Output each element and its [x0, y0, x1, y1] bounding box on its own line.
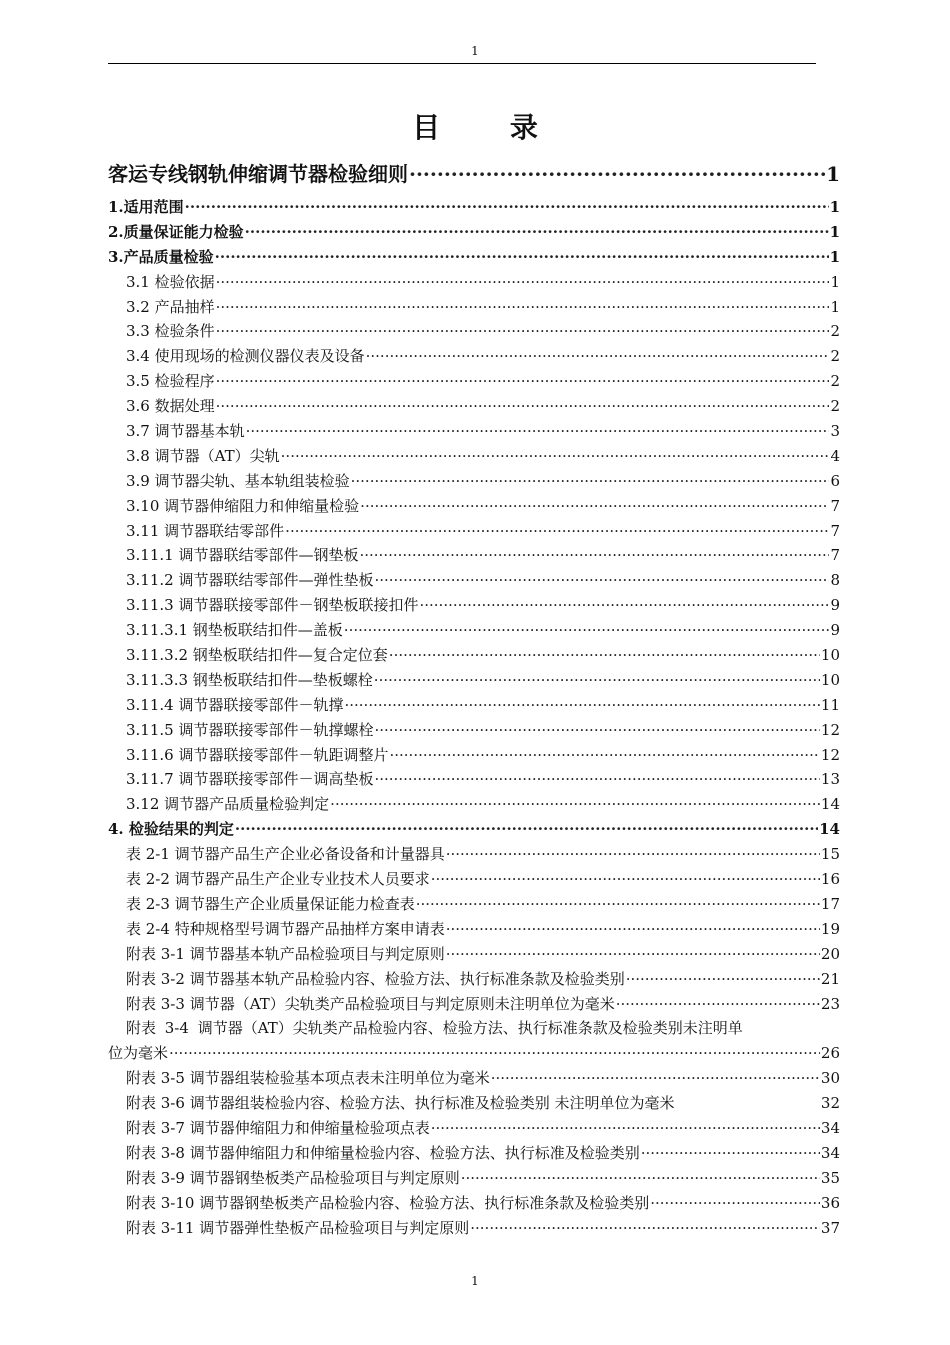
toc-entry[interactable]: 3.11.7 调节器联接零部件－调高垫板 ····· 13: [108, 767, 840, 792]
header-page-number: 1: [471, 44, 479, 58]
toc-entry[interactable]: 3.2 产品抽样 ····· 1: [108, 295, 840, 320]
toc-entry[interactable]: 3.11.3.3 钢垫板联结扣件—垫板螺栓 ····· 10: [108, 668, 840, 693]
toc-entry[interactable]: 3.11.4 调节器联接零部件－轨撑 ····· 11: [108, 693, 840, 718]
toc-entry[interactable]: 附表 3-11 调节器弹性垫板产品检验项目与判定原则 ····· 37: [108, 1216, 840, 1241]
toc-entry-main[interactable]: 客运专线钢轨伸缩调节器检验细则 ····· 1: [108, 156, 840, 192]
header-rule: [108, 63, 816, 64]
toc-entry[interactable]: 2.质量保证能力检验 ····· 1: [108, 220, 840, 245]
toc-entry[interactable]: 3.7 调节器基本轨 ····· 3: [108, 419, 840, 444]
toc-entry[interactable]: 3.3 检验条件 ····· 2: [108, 319, 840, 344]
toc-entry[interactable]: 3.6 数据处理 ····· 2: [108, 394, 840, 419]
toc-entry[interactable]: 3.4 使用现场的检测仪器仪表及设备 ····· 2: [108, 344, 840, 369]
toc-entry[interactable]: 附表 3-8 调节器伸缩阻力和伸缩量检验内容、检验方法、执行标准及检验类别 ····· 34: [108, 1141, 840, 1166]
toc-entry-wrapped-line1[interactable]: 附表 3-4 调节器（AT）尖轨类产品检验内容、检验方法、执行标准条款及检验类别未注明单: [126, 1019, 743, 1038]
toc-entry[interactable]: 附表 3-2 调节器基本轨产品检验内容、检验方法、执行标准条款及检验类别 ····· 21: [108, 967, 840, 992]
toc-entry[interactable]: 3.11 调节器联结零部件 ····· 7: [108, 519, 840, 544]
toc-entry[interactable]: 表 2-4 特种规格型号调节器产品抽样方案申请表 ····· 19: [108, 917, 840, 942]
toc-entry[interactable]: 3.11.6 调节器联接零部件－轨距调整片 ····· 12: [108, 743, 840, 768]
toc-entry[interactable]: 3.12 调节器产品质量检验判定 ····· 14: [108, 792, 840, 817]
toc-entry[interactable]: 3.8 调节器（AT）尖轨 ····· 4: [108, 444, 840, 469]
toc-entry[interactable]: 4. 检验结果的判定 ····· 14: [108, 817, 840, 842]
toc-entry[interactable]: 附表 3-6 调节器组装检验内容、检验方法、执行标准及检验类别 未注明单位为毫米 32: [126, 1094, 840, 1113]
toc-entry[interactable]: 3.10 调节器伸缩阻力和伸缩量检验 ····· 7: [108, 494, 840, 519]
toc-entry[interactable]: 3.11.5 调节器联接零部件－轨撑螺栓 ····· 12: [108, 718, 840, 743]
toc-entry[interactable]: 3.11.2 调节器联结零部件—弹性垫板 ····· 8: [108, 568, 840, 593]
toc-entry[interactable]: 3.11.3.1 钢垫板联结扣件—盖板 ····· 9: [108, 618, 840, 643]
table-of-contents: [108, 156, 840, 1240]
toc-entry[interactable]: 附表 3-7 调节器伸缩阻力和伸缩量检验项点表 ····· 34: [108, 1116, 840, 1141]
toc-entry[interactable]: 附表 3-3 调节器（AT）尖轨类产品检验项目与判定原则未注明单位为毫米 ····· 23: [108, 992, 840, 1017]
toc-entry[interactable]: 3.5 检验程序 ····· 2: [108, 369, 840, 394]
toc-entry[interactable]: 3.9 调节器尖轨、基本轨组装检验 ····· 6: [108, 469, 840, 494]
toc-entry[interactable]: 表 2-3 调节器生产企业质量保证能力检查表 ····· 17: [108, 892, 840, 917]
toc-entry[interactable]: 表 2-1 调节器产品生产企业必备设备和计量器具 ····· 15: [108, 842, 840, 867]
toc-entry[interactable]: 3.11.3.2 钢垫板联结扣件—复合定位套 ····· 10: [108, 643, 840, 668]
toc-entry[interactable]: 附表 3-9 调节器钢垫板类产品检验项目与判定原则 ····· 35: [108, 1166, 840, 1191]
toc-entry[interactable]: 附表 3-5 调节器组装检验基本项点表未注明单位为毫米 ····· 30: [108, 1066, 840, 1091]
toc-entry[interactable]: 1.适用范围 ····· 1: [108, 195, 840, 220]
toc-entry[interactable]: 表 2-2 调节器产品生产企业专业技术人员要求 ····· 16: [108, 867, 840, 892]
toc-entry[interactable]: 3.11.1 调节器联结零部件—钢垫板 ····· 7: [108, 543, 840, 568]
toc-entry[interactable]: 附表 3-1 调节器基本轨产品检验项目与判定原则 ····· 20: [108, 942, 840, 967]
toc-entry-wrapped-line2[interactable]: 位为毫米 ····· 26: [108, 1041, 840, 1066]
toc-entry[interactable]: 3.产品质量检验 ····· 1: [108, 245, 840, 270]
footer-page-number: 1: [471, 1274, 479, 1288]
page-title: 目 录: [412, 111, 568, 144]
toc-entry[interactable]: 3.1 检验依据 ····· 1: [108, 270, 840, 295]
toc-entry[interactable]: 附表 3-10 调节器钢垫板类产品检验内容、检验方法、执行标准条款及检验类别 ····· 36: [108, 1191, 840, 1216]
toc-entry[interactable]: 3.11.3 调节器联接零部件－钢垫板联接扣件 ····· 9: [108, 593, 840, 618]
